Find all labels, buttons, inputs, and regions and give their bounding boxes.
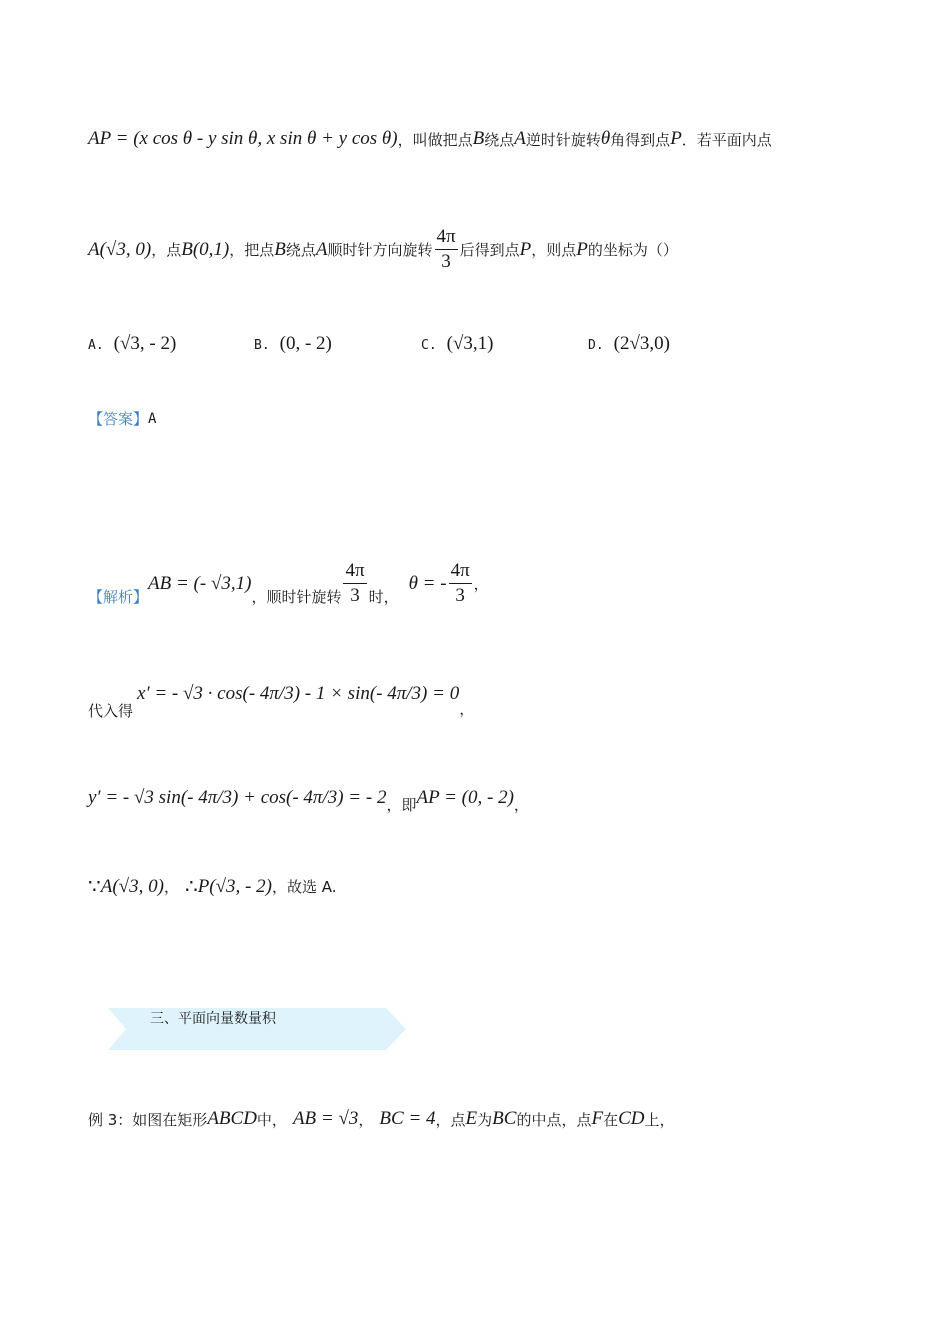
- text: 为: [477, 1110, 493, 1129]
- fraction: [449, 560, 472, 607]
- point-e: E: [465, 1108, 478, 1129]
- text: ，点: [151, 241, 182, 259]
- definition-line: [88, 128, 772, 150]
- fraction-denominator: 3: [350, 585, 360, 606]
- text: 绕点: [285, 241, 316, 259]
- point-a-coord: A(√3, 0): [88, 238, 152, 260]
- substitution-line: [88, 666, 474, 721]
- segment-cd: CD: [618, 1108, 645, 1129]
- text: 例 3：如图在矩形: [88, 1110, 208, 1129]
- text: ，: [459, 700, 475, 718]
- rectangle-abcd: ABCD: [207, 1108, 257, 1129]
- option-label: C.: [421, 338, 437, 353]
- option-value: (2√3,0): [613, 333, 670, 354]
- text: ，: [163, 878, 179, 896]
- y-prime-equation: y′ = - √3 sin(- 4π/3) + cos(- 4π/3) = - 2: [88, 786, 387, 808]
- option-label: A.: [88, 338, 104, 353]
- text: 中，: [256, 1110, 287, 1129]
- option-c: [421, 333, 494, 355]
- point-p-coord: P(√3, - 2): [197, 875, 272, 897]
- text: 在: [603, 1110, 619, 1129]
- point-b-coord: B(0,1): [181, 238, 230, 260]
- text: ，: [513, 796, 529, 814]
- point-f: F: [591, 1108, 604, 1129]
- text: 绕点: [484, 130, 515, 149]
- analysis-line: [88, 560, 489, 607]
- text: ，顺时针旋转: [251, 588, 342, 606]
- text: ，: [358, 1110, 374, 1129]
- text: 角得到点: [610, 130, 671, 149]
- text: ，即: [386, 796, 417, 814]
- fraction-denominator: 3: [441, 251, 451, 272]
- ab-length: AB = √3: [292, 1108, 359, 1129]
- text: ，点: [435, 1110, 466, 1129]
- text: ，把点: [229, 241, 275, 259]
- text: ，故选 A.: [271, 878, 337, 896]
- vector-ap: AP = (0, - 2): [416, 786, 514, 808]
- fraction: [435, 226, 458, 273]
- point-p: P: [519, 238, 532, 260]
- theta-equation: θ = -: [408, 572, 447, 594]
- analysis-tag: 【解析】: [88, 588, 149, 606]
- text: 的坐标为（）: [587, 241, 678, 259]
- angle-theta: θ: [600, 128, 611, 149]
- fraction-numerator: 4π: [343, 560, 366, 584]
- question-line: [88, 226, 678, 273]
- example-line: [88, 1108, 675, 1130]
- option-d: [588, 333, 670, 355]
- vector-ab: AB = (- √3,1): [148, 572, 252, 594]
- fraction-numerator: 4π: [449, 560, 472, 584]
- text: 逆时针旋转: [525, 130, 601, 149]
- point-a: A: [315, 238, 328, 260]
- because-symbol: ∵: [88, 876, 101, 898]
- fraction-numerator: 4π: [435, 226, 458, 250]
- text: 时，: [368, 588, 399, 606]
- text: ，: [473, 575, 489, 593]
- point-a-coord: A(√3, 0): [100, 875, 164, 897]
- point-a: A: [514, 128, 526, 149]
- y-prime-line: [88, 780, 529, 815]
- option-a: [88, 333, 176, 355]
- text: 后得到点: [459, 241, 520, 259]
- bc-length: BC = 4: [379, 1108, 436, 1129]
- x-prime-equation: x′ = - √3 · cos(- 4π/3) - 1 × sin(- 4π/3) = 0: [137, 682, 460, 704]
- option-value: (√3, - 2): [113, 333, 177, 354]
- text: 上，: [644, 1110, 675, 1129]
- text: 的中点，点: [516, 1110, 592, 1129]
- answer-line: [88, 408, 156, 429]
- option-b: [254, 333, 332, 355]
- fraction-denominator: 3: [455, 585, 465, 606]
- text: ，则点: [531, 241, 577, 259]
- therefore-symbol: ∴: [184, 876, 198, 898]
- segment-bc: BC: [492, 1108, 517, 1129]
- fraction: [343, 560, 366, 607]
- text: ．若平面内点: [681, 130, 772, 149]
- answer-value: A: [148, 410, 157, 427]
- point-b: B: [274, 238, 286, 260]
- text: 顺时针方向旋转: [327, 241, 433, 259]
- option-value: (0, - 2): [279, 333, 332, 354]
- point-b: B: [472, 128, 485, 149]
- option-label: D.: [588, 338, 604, 353]
- text: ，叫做把点: [397, 130, 473, 149]
- point-p: P: [576, 238, 588, 260]
- conclusion-line: [88, 874, 337, 899]
- answer-tag: 【答案】: [88, 410, 149, 428]
- text: 代入得: [88, 702, 134, 720]
- rotation-formula: AP = (x cos θ - y sin θ, x sin θ + y cos θ): [88, 128, 398, 149]
- section-title: 三、平面向量数量积: [150, 1011, 276, 1027]
- point-p: P: [670, 128, 682, 149]
- option-value: (√3,1): [446, 333, 494, 354]
- option-label: B.: [254, 338, 270, 353]
